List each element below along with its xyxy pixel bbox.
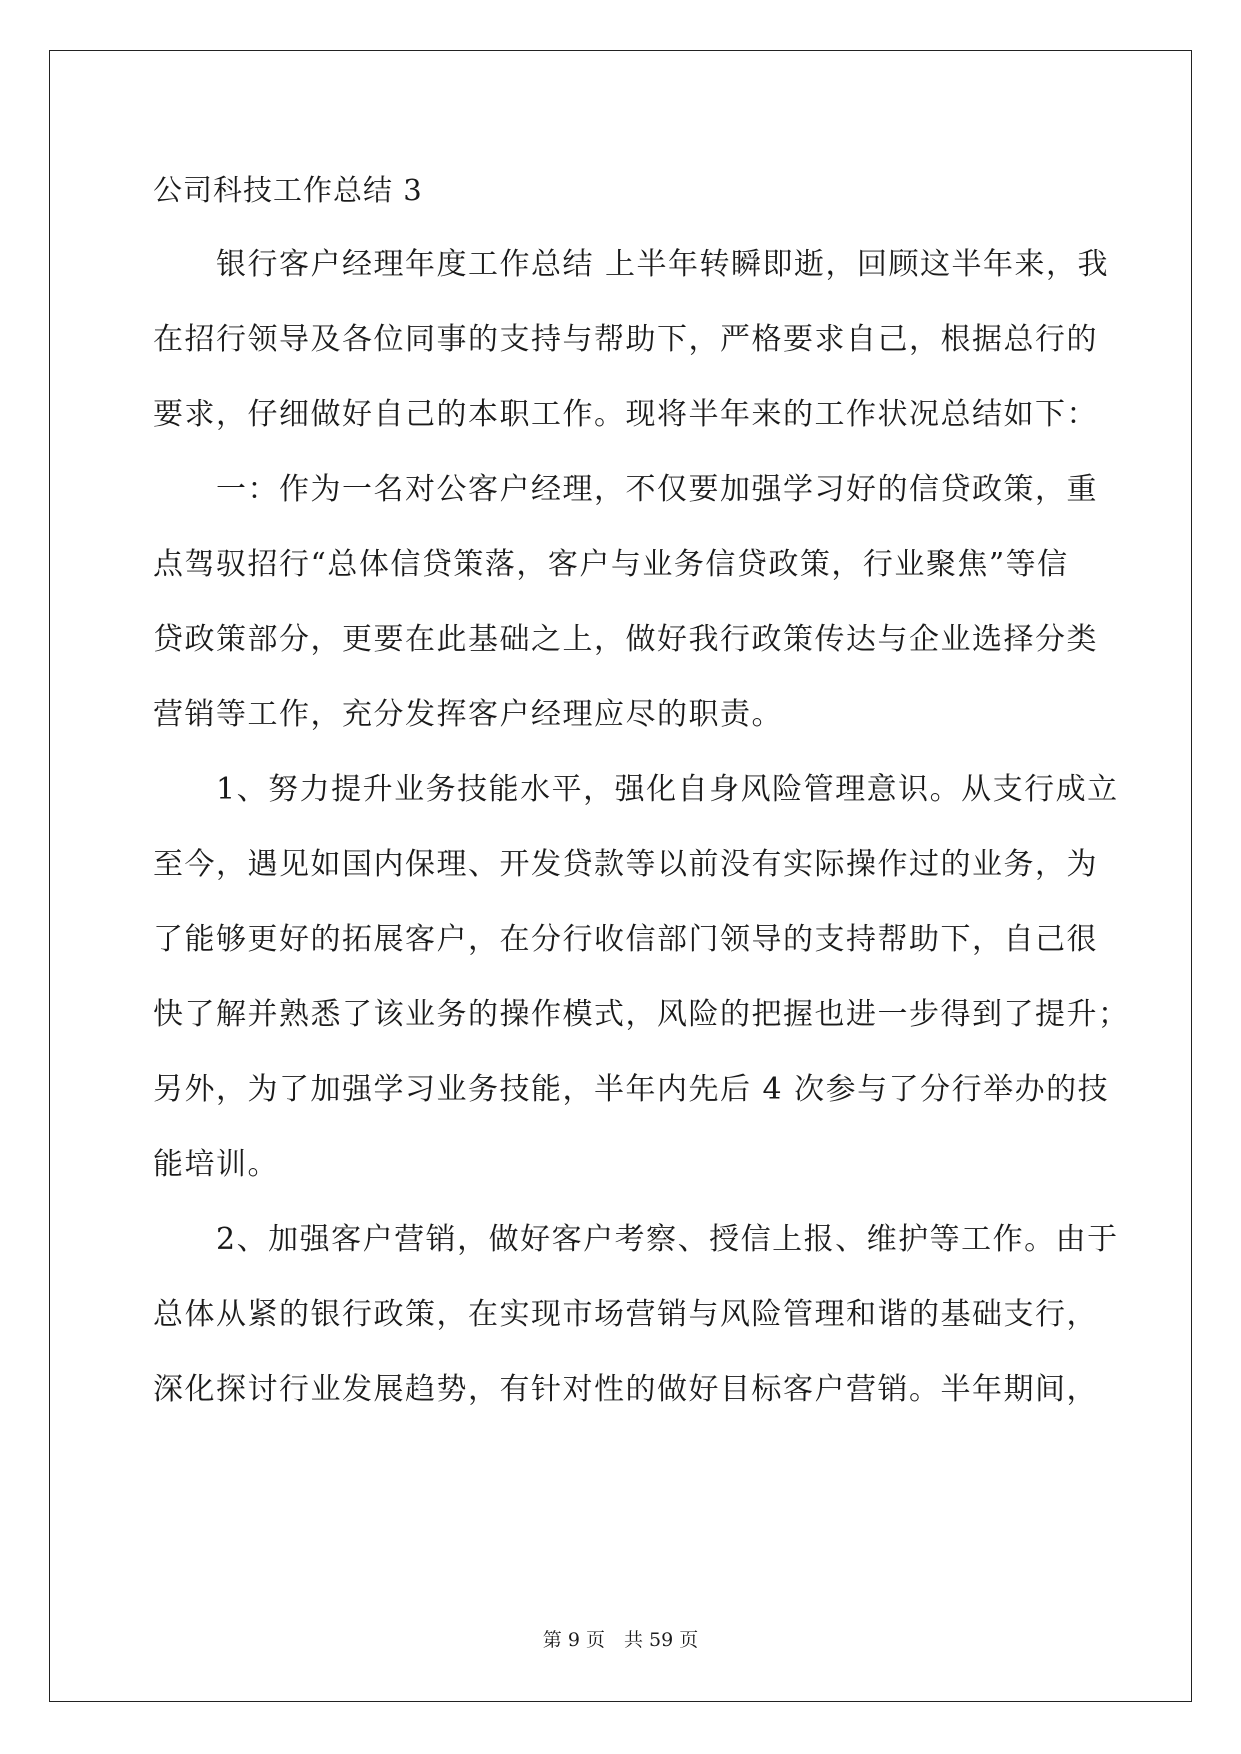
document-body — [153, 170, 1130, 1410]
page-number: 第 9 页 共 59 页 — [542, 1629, 699, 1651]
text-line: 另外，为了加强学习业务技能，半年内先后 4 次参与了分行举办的技 — [153, 1072, 1110, 1107]
text-line: 点驾驭招行“总体信贷策落，客户与业务信贷政策，行业聚焦”等信 — [153, 547, 1069, 582]
text-line: 了能够更好的拓展客户，在分行收信部门领导的支持帮助下，自己很 — [153, 922, 1098, 957]
text-line: 深化探讨行业发展趋势，有针对性的做好目标客户营销。半年期间， — [153, 1372, 1098, 1407]
text-line: 营销等工作，充分发挥客户经理应尽的职责。 — [153, 697, 783, 732]
text-line: 总体从紧的银行政策，在实现市场营销与风险管理和谐的基础支行， — [153, 1297, 1098, 1332]
text-line: 能培训。 — [153, 1147, 279, 1182]
text-line: 在招行领导及各位同事的支持与帮助下，严格要求自己，根据总行的 — [153, 322, 1098, 357]
text-line: 1、努力提升业务技能水平，强化自身风险管理意识。从支行成立 — [153, 772, 1119, 807]
text-line: 至今，遇见如国内保理、开发贷款等以前没有实际操作过的业务，为 — [153, 847, 1098, 882]
text-line: 2、加强客户营销，做好客户考察、授信上报、维护等工作。由于 — [153, 1222, 1119, 1257]
text-line: 一：作为一名对公客户经理，不仅要加强学习好的信贷政策，重 — [153, 472, 1098, 507]
text-line: 要求，仔细做好自己的本职工作。现将半年来的工作状况总结如下： — [153, 397, 1098, 432]
text-line: 快了解并熟悉了该业务的操作模式，风险的把握也进一步得到了提升； — [153, 997, 1130, 1032]
text-line: 银行客户经理年度工作总结 上半年转瞬即逝，回顾这半年来，我 — [153, 247, 1110, 282]
text-line: 贷政策部分，更要在此基础之上，做好我行政策传达与企业选择分类 — [153, 622, 1098, 657]
document-title: 公司科技工作总结 3 — [153, 173, 423, 207]
paragraph-lines — [153, 245, 1130, 1410]
